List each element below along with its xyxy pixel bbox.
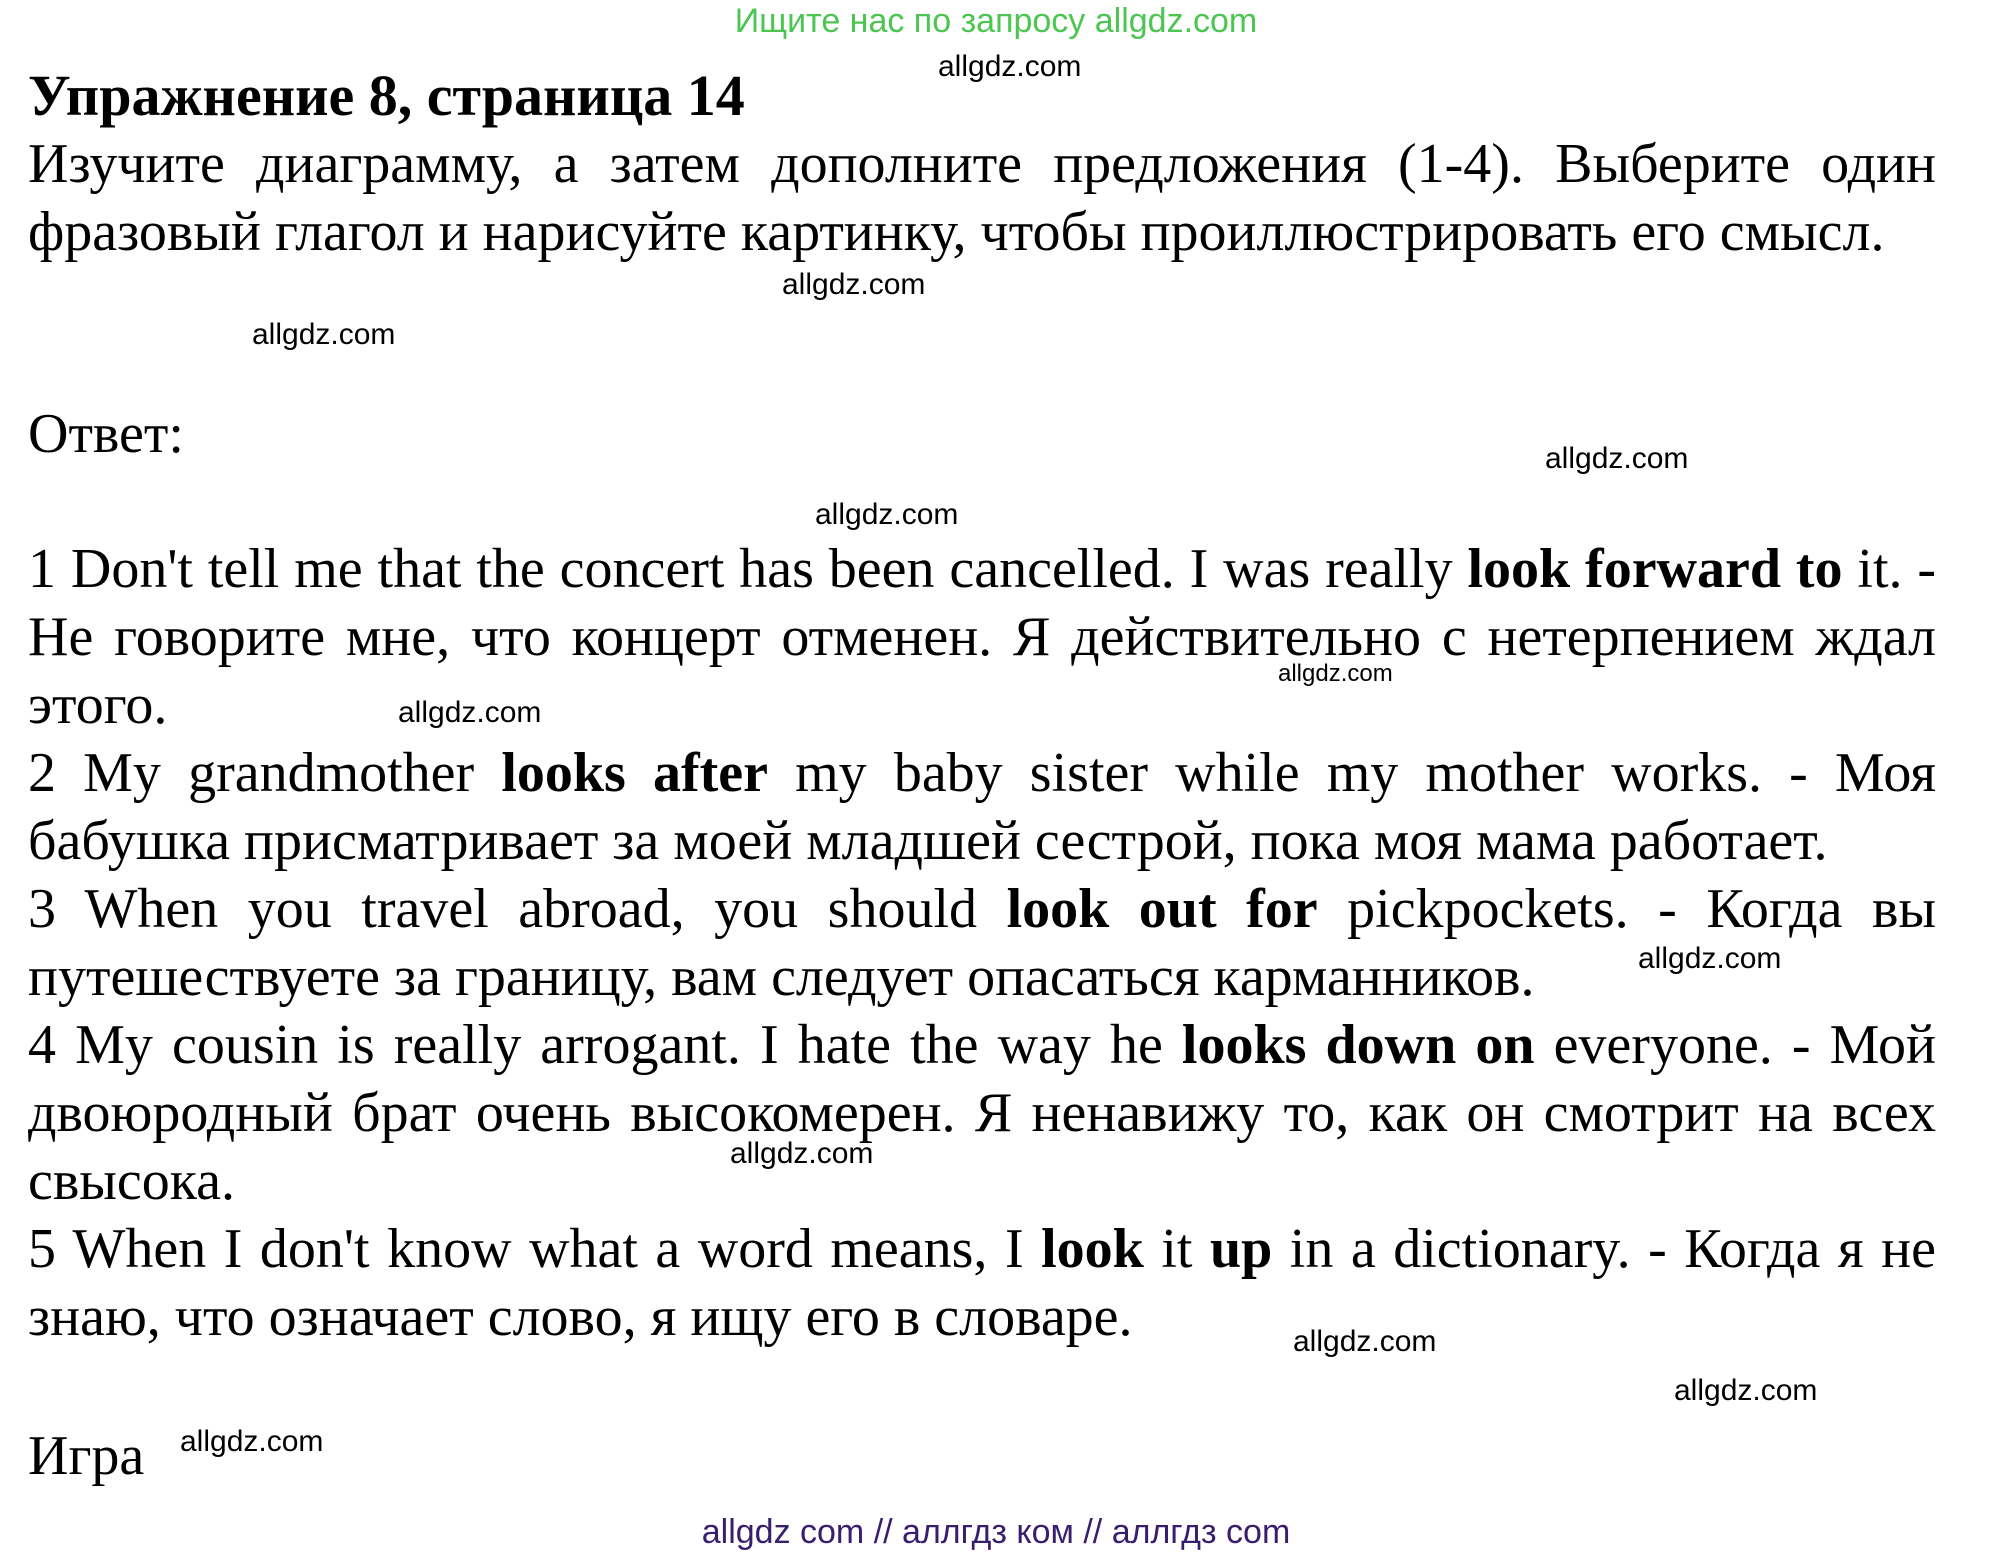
watermark: allgdz.com	[1674, 1374, 1818, 1407]
answer-text-after: pickpockets. - Когда вы путешествуете за границу, вам следует опасаться карманников.	[28, 878, 1937, 1008]
answer-number: 5	[28, 1218, 56, 1280]
answer-text-after: everyone. - Мой двоюродный брат очень высокомерен. Я ненавижу то, как он смотрит на всех свысока.	[28, 1014, 1936, 1212]
footer-links[interactable]	[0, 1512, 1992, 1552]
answer-text-after: my baby sister while my mother works. - Моя бабушка присматривает за моей младшей сестрой, пока моя мама работает.	[28, 742, 1937, 872]
top-banner[interactable]	[0, 0, 1992, 42]
phrasal-verb: look out for	[1006, 878, 1318, 940]
answer-text-before: Don't tell me that the concert has been cancelled. I was really	[70, 538, 1453, 600]
answer-text-before: My grandmother	[83, 742, 475, 804]
watermark: allgdz.com	[1638, 942, 1782, 975]
answer-item-2	[28, 739, 1936, 875]
answer-item-1	[28, 535, 1936, 739]
watermark: allgdz.com	[398, 696, 542, 729]
exercise-title: Упражнение 8, страница 14	[28, 63, 745, 128]
watermark: allgdz.com	[782, 268, 926, 301]
banner-text[interactable]: Ищите нас по запросу allgdz.com	[734, 2, 1258, 40]
watermark: allgdz.com	[1293, 1325, 1437, 1358]
answer-number: 1	[28, 538, 56, 600]
answer-text-middle: it	[1161, 1218, 1193, 1280]
answer-text-after: in a dictionary. - Когда я не знаю, что означает слово, я ищу его в словаре.	[28, 1218, 1936, 1348]
watermark: allgdz.com	[1545, 442, 1689, 475]
answer-text-after: it. - Не говорите мне, что концерт отменен. Я действительно с нетерпением ждал этого.	[28, 538, 1937, 736]
game-label: Игра	[28, 1425, 145, 1487]
footer-text[interactable]: allgdz com // аллгдз ком // аллгдз com	[701, 1513, 1291, 1551]
answer-text-before: When I don't know what a word means, I	[72, 1218, 1024, 1280]
answer-number: 2	[28, 742, 56, 804]
watermark: allgdz.com	[815, 498, 959, 531]
phrasal-verb: looks down on	[1181, 1014, 1535, 1076]
answer-text-before: When you travel abroad, you should	[84, 878, 978, 940]
answer-number: 3	[28, 878, 56, 940]
exercise-instruction: Изучите диаграмму, а затем дополните предложения (1-4). Выберите один фразовый глагол и нарисуйте картинку, чтобы проиллюстрировать его смысл.	[28, 133, 1936, 263]
watermark: allgdz.com	[252, 318, 396, 351]
phrasal-verb: looks after	[501, 742, 768, 804]
phrasal-verb-particle: up	[1209, 1218, 1273, 1280]
answer-label: Ответ:	[28, 403, 184, 465]
answer-number: 4	[28, 1014, 56, 1076]
watermark: allgdz.com	[730, 1137, 874, 1170]
watermark: allgdz.com	[180, 1425, 324, 1458]
watermark: allgdz.com	[1278, 660, 1393, 687]
answer-item-5	[28, 1215, 1936, 1351]
watermark: allgdz.com	[938, 50, 1082, 83]
answer-item-4	[28, 1011, 1936, 1215]
phrasal-verb: look	[1041, 1218, 1144, 1280]
answer-text-before: My cousin is really arrogant. I hate the way he	[75, 1014, 1163, 1076]
phrasal-verb: look forward to	[1467, 538, 1843, 600]
